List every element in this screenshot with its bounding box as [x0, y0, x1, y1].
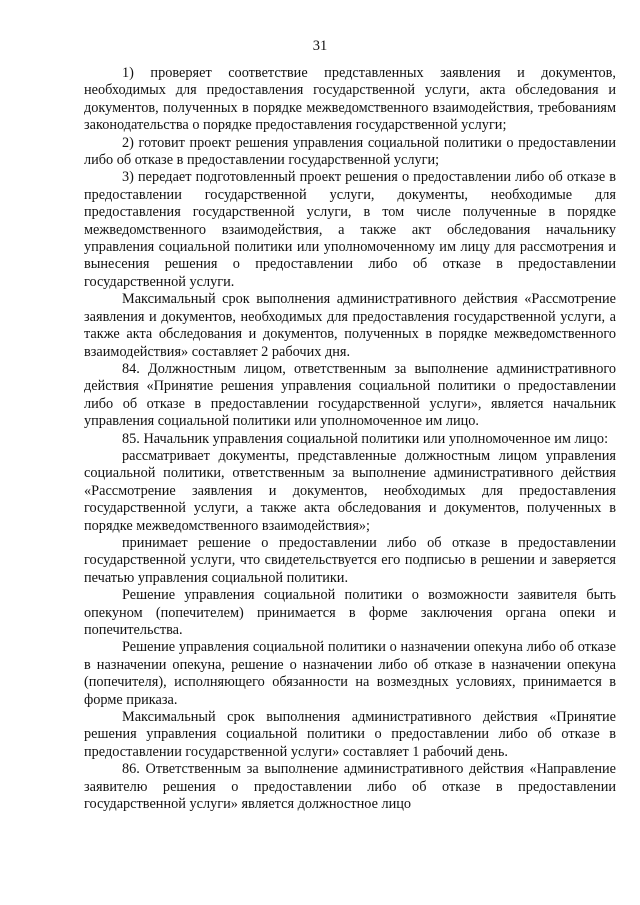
- document-body: [84, 65, 616, 813]
- paragraph: рассматривает документы, представленные должностным лицом управления социальной политики, ответственным за выполнение административного действия «Рассмотрение заявления и документов, необходимых для предоставления государственной услуги, а также акта обследования и документов, полученных в порядке межведомственного взаимодействия»;: [84, 447, 616, 534]
- paragraph: 85. Начальник управления социальной политики или уполномоченное им лицо:: [122, 430, 609, 447]
- paragraph: 86. Ответственным за выполнение административного действия «Направление заявителю решения о предоставлении либо об отказе в предоставлении государственной услуги» является должностное лицо: [84, 761, 616, 813]
- paragraph: 84. Должностным лицом, ответственным за выполнение административного действия «Принятие решения управления социальной политики о предоставлении либо об отказе в предоставлении государственной услуги», является начальник управления социальной политики или уполномоченное им лицо.: [84, 360, 616, 430]
- page-number: 31: [312, 38, 328, 54]
- paragraph: Решение управления социальной политики о назначении опекуна либо об отказе в назначении опекуна, решение о назначении либо об отказе в назначении опекуна (попечителя), исполняющего обязанности на возмездных условиях, принимается в форме приказа.: [84, 639, 616, 708]
- paragraph: 2) готовит проект решения управления социальной политики о предоставлении либо об отказе в предоставлении государственной услуги;: [84, 134, 616, 169]
- paragraph: Максимальный срок выполнения административного действия «Принятие решения управления социальной политики о предоставлении либо об отказе в предоставлении государственной услуги» составляет 1 рабочий день.: [84, 709, 616, 760]
- paragraph: принимает решение о предоставлении либо об отказе в предоставлении государственной услуги, что свидетельствуется его подписью в решении и заверяется печатью управления социальной политики.: [84, 534, 616, 586]
- paragraph: Решение управления социальной политики о возможности заявителя быть опекуном (попечителем) принимается в форме заключения органа опеки и попечительства.: [84, 587, 616, 638]
- paragraph: 1) проверяет соответствие представленных заявления и документов, необходимых для предоставления государственной услуги, акта обследования и документов, полученных в порядке межведомственного взаимодействия, требованиям законодательства о порядке предоставления государственной услуги;: [84, 65, 616, 134]
- paragraph: Максимальный срок выполнения административного действия «Рассмотрение заявления и документов, необходимых для предоставления государственной услуги, а также акта обследования и документов, полученных в порядке межведомственного взаимодействия» составляет 2 рабочих дня.: [84, 291, 616, 360]
- paragraph: 3) передает подготовленный проект решения о предоставлении либо об отказе в предоставлении государственной услуги, документы, необходимые для предоставления государственной услуги, в том числе полученные в порядке межведомственного взаимодействия, а также акт обследования начальнику управления социальной политики или уполномоченному им лицу для рассмотрения и вынесения решения о предоставлении либо об отказе в предоставлении государственной услуги.: [84, 169, 616, 290]
